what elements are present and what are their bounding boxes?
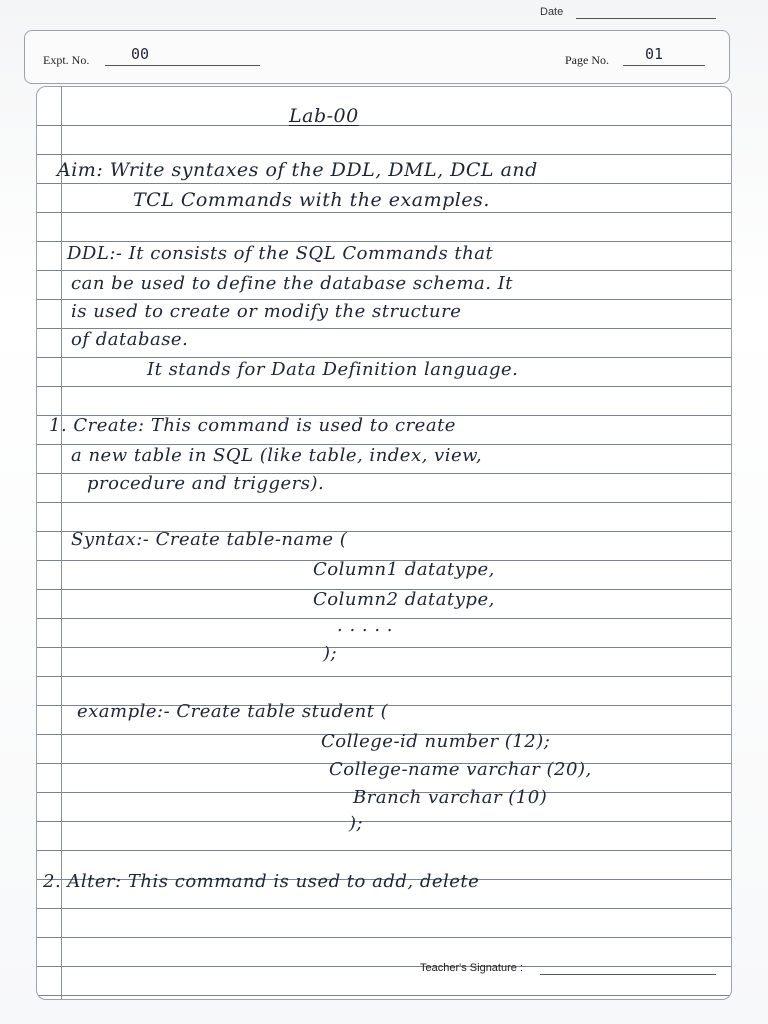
margin-line: [61, 87, 62, 999]
ruled-area: [36, 86, 732, 1000]
text-line-15: );: [323, 643, 338, 664]
text-line-14: . . . . .: [337, 615, 393, 636]
text-line-13: Column2 datatype,: [313, 589, 495, 610]
expt-value: 00: [131, 45, 150, 63]
expt-label: Expt. No.: [43, 53, 90, 67]
text-line-8: 1. Create: This command is used to create: [49, 415, 456, 436]
signature-line: [540, 974, 716, 975]
text-line-1: Aim: Write syntaxes of the DDL, DML, DCL and: [57, 159, 538, 181]
text-line-16: example:- Create table student (: [77, 701, 389, 722]
text-line-9: a new table in SQL (like table, index, view,: [71, 445, 483, 466]
text-line-7: It stands for Data Definition language.: [147, 359, 519, 380]
page-value: 01: [645, 45, 664, 63]
page-header: [24, 30, 730, 84]
date-line: [576, 18, 716, 19]
text-line-5: is used to create or modify the structure: [71, 301, 462, 322]
date-field: [540, 6, 720, 26]
text-line-3: DDL:- It consists of the SQL Commands that: [67, 243, 494, 264]
text-line-21: 2. Alter: This command is used to add, delete: [43, 871, 480, 892]
date-label: Date: [540, 6, 564, 18]
text-line-10: procedure and triggers).: [87, 473, 325, 494]
expt-line: [105, 65, 260, 66]
text-line-4: can be used to define the database schema. It: [71, 273, 514, 294]
text-line-6: of database.: [71, 329, 189, 350]
text-line-17: College-id number (12);: [321, 731, 551, 752]
text-line-12: Column1 datatype,: [313, 559, 495, 580]
page-line: [623, 65, 705, 66]
page-label: Page No.: [565, 53, 609, 67]
text-line-19: Branch varchar (10): [353, 787, 548, 808]
text-line-20: );: [349, 813, 364, 834]
page-title: Lab-00: [289, 105, 359, 127]
text-line-2: TCL Commands with the examples.: [133, 189, 490, 211]
signature-field: [420, 962, 720, 982]
signature-label: Teacher's Signature :: [420, 962, 523, 974]
text-line-11: Syntax:- Create table-name (: [71, 529, 348, 550]
text-line-18: College-name varchar (20),: [329, 759, 592, 780]
